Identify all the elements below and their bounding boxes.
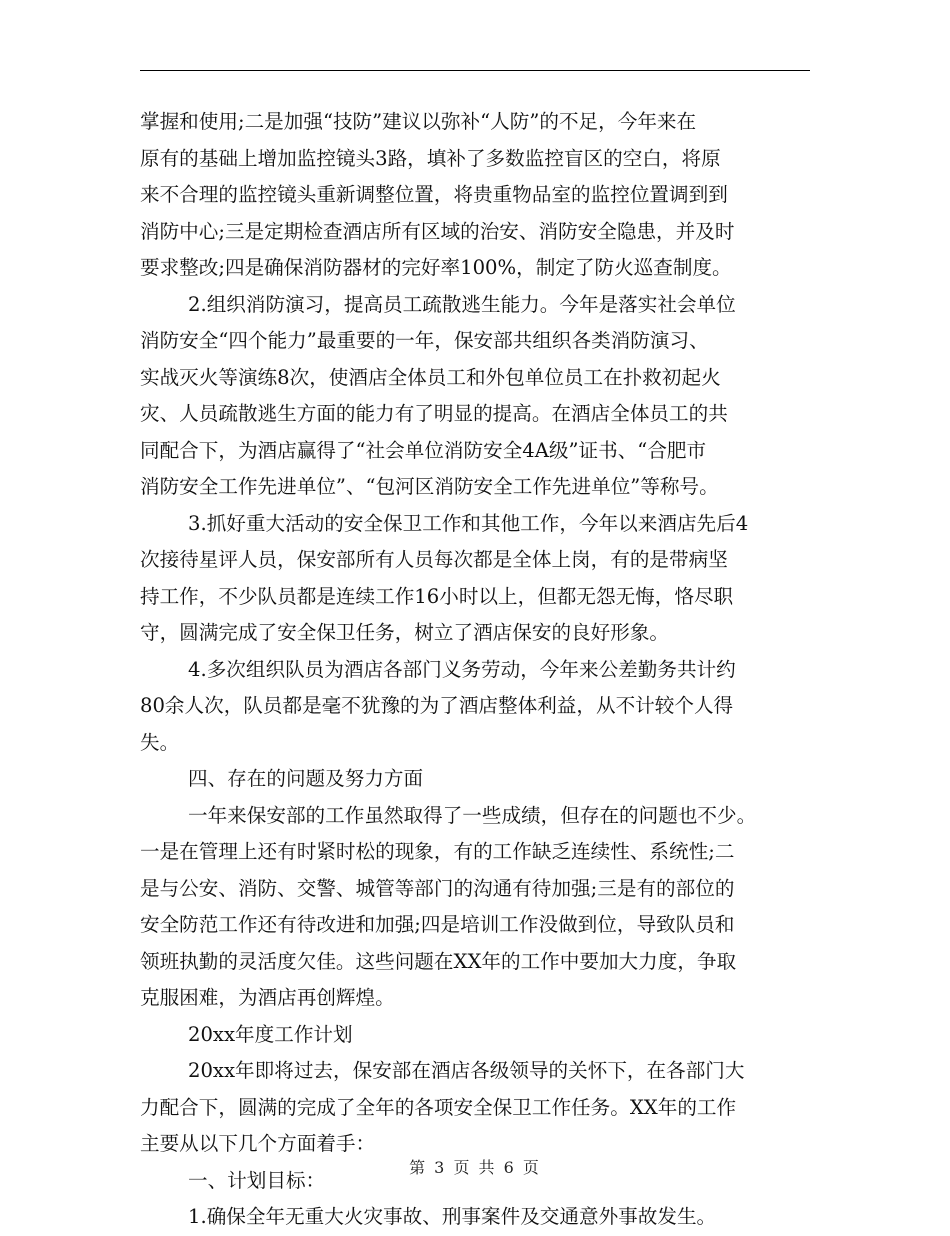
paragraph-line: 消防安全“四个能力”最重要的一年，保安部共组织各类消防演习、 xyxy=(140,329,709,352)
paragraph-line: 实战灭火等演练8次，使酒店全体员工和外包单位员工在扑救初起火 xyxy=(140,365,721,389)
paragraph-line: 原有的基础上增加监控镜头3路，填补了多数监控盲区的空白，将原 xyxy=(140,146,721,170)
paragraph-line: 一年来保安部的工作虽然取得了一些成绩，但存在的问题也不少。 xyxy=(188,803,757,827)
paragraph-line: 1.确保全年无重大火灾事故、刑事案件及交通意外事故发生。 xyxy=(188,1205,717,1228)
paragraph-line: 主要从以下几个方面着手： xyxy=(140,1132,376,1155)
paragraph-line: 灾、人员疏散逃生方面的能力有了明显的提高。在酒店全体员工的共 xyxy=(140,402,728,425)
paragraph-line: 次接待星评人员，保安部所有人员每次都是全体上岗，有的是带病坚 xyxy=(140,548,728,571)
paragraph-line: 安全防范工作还有待改进和加强;四是培训工作没做到位，导致队员和 xyxy=(140,913,735,936)
paragraph-line: 要求整改;四是确保消防器材的完好率100%，制定了防火巡查制度。 xyxy=(140,256,732,279)
page-footer: 第 3 页 共 6 页 xyxy=(409,1158,541,1177)
section-heading: 20xx年度工作计划 xyxy=(188,1022,353,1046)
paragraph-line: 80余人次，队员都是毫不犹豫的为了酒店整体利益，从不计较个人得 xyxy=(140,694,734,717)
paragraph-line: 守，圆满完成了安全保卫任务，树立了酒店保安的良好形象。 xyxy=(140,621,670,644)
paragraph-line: 4.多次组织队员为酒店各部门义务劳动，今年来公差勤务共计约 xyxy=(188,657,736,681)
paragraph-line: 20xx年即将过去，保安部在酒店各级领导的关怀下，在各部门大 xyxy=(188,1059,745,1082)
header-rule xyxy=(140,70,810,71)
paragraph-line: 消防安全工作先进单位”、“包河区消防安全工作先进单位”等称号。 xyxy=(140,475,719,498)
paragraph-line: 是与公安、消防、交警、城管等部门的沟通有待加强;三是有的部位的 xyxy=(140,876,735,900)
paragraph-line: 消防中心;三是定期检查酒店所有区域的治安、消防安全隐患，并及时 xyxy=(140,219,735,243)
body-text xyxy=(140,104,820,1236)
paragraph-line: 一是在管理上还有时紧时松的现象，有的工作缺乏连续性、系统性;二 xyxy=(140,840,735,863)
paragraph-line: 掌握和使用;二是加强“技防”建议以弥补“人防”的不足，今年来在 xyxy=(140,110,697,133)
paragraph-line: 力配合下，圆满的完成了全年的各项安全保卫工作任务。XX年的工作 xyxy=(140,1095,737,1119)
paragraph-line: 持工作，不少队员都是连续工作16小时以上，但都无怨无悔，恪尽职 xyxy=(140,584,734,608)
paragraph-line: 领班执勤的灵活度欠佳。这些问题在XX年的工作中要加大力度，争取 xyxy=(140,949,737,973)
paragraph-line: 失。 xyxy=(140,730,180,754)
section-heading: 四、存在的问题及努力方面 xyxy=(188,767,424,790)
paragraph-line: 2.组织消防演习，提高员工疏散逃生能力。今年是落实社会单位 xyxy=(188,292,736,316)
paragraph-line: 3.抓好重大活动的安全保卫工作和其他工作，今年以来酒店先后4 xyxy=(188,511,749,535)
paragraph-line: 同配合下，为酒店赢得了“社会单位消防安全4A级”证书、“合肥市 xyxy=(140,438,707,462)
paragraph-line: 来不合理的监控镜头重新调整位置，将贵重物品室的监控位置调到到 xyxy=(140,183,728,206)
section-heading: 一、计划目标： xyxy=(188,1168,326,1192)
paragraph-line: 克服困难，为酒店再创辉煌。 xyxy=(140,986,395,1009)
